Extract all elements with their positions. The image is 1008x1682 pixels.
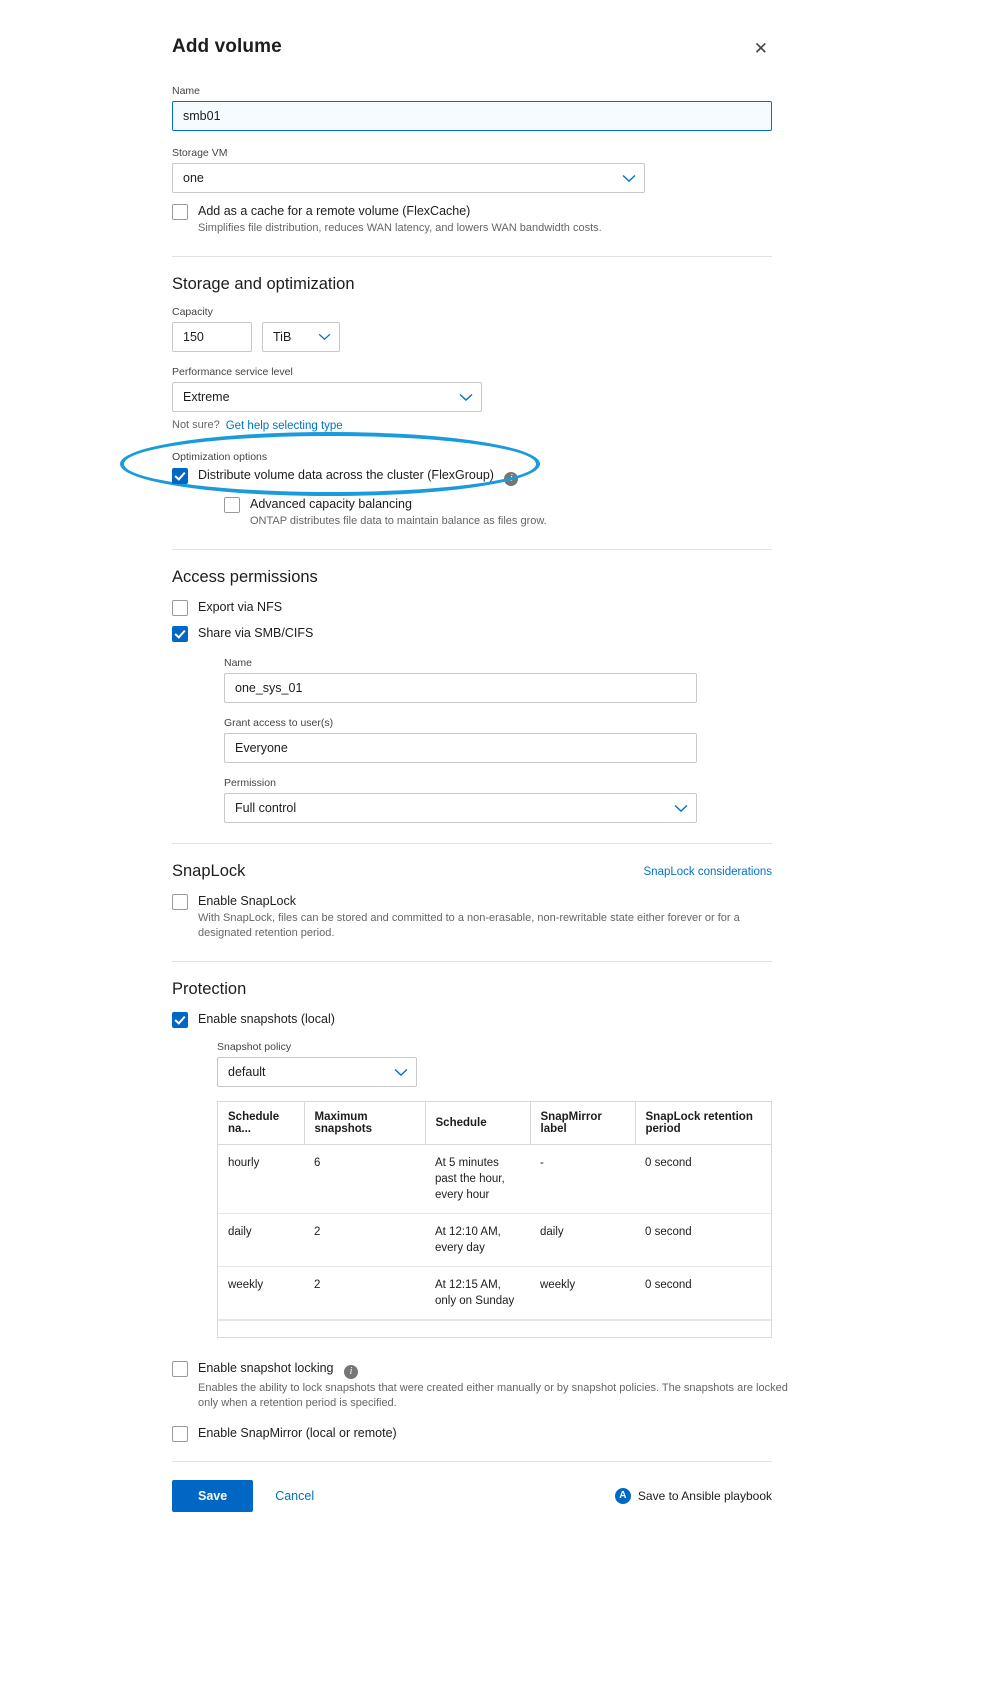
volume-name-label: Name	[172, 85, 201, 97]
cell-max-snapshots: 2	[304, 1267, 425, 1320]
export-nfs-label: Export via NFS	[198, 600, 283, 614]
table-row	[218, 1214, 771, 1267]
nfs-row	[172, 599, 772, 615]
grant-access-input[interactable]: Everyone	[224, 733, 697, 763]
capacity-unit-value: TiB	[273, 330, 292, 344]
storage-vm-select[interactable]	[172, 163, 645, 193]
save-button[interactable]: Save	[172, 1480, 253, 1512]
flexcache-label: Add as a cache for a remote volume (FlexCache)	[198, 204, 471, 218]
capacity-unit-select[interactable]	[262, 322, 340, 352]
capacity-label: Capacity	[172, 306, 213, 318]
schedule-table-wrap	[217, 1101, 772, 1338]
snapshot-locking-label-text: Enable snapshot locking	[198, 1361, 334, 1375]
not-sure-text: Not sure?	[172, 419, 220, 431]
cancel-button[interactable]: Cancel	[275, 1489, 315, 1503]
share-name-label: Name	[224, 657, 253, 669]
dialog-footer	[172, 1480, 772, 1512]
permission-select[interactable]	[224, 793, 697, 823]
flexgroup-label	[198, 467, 518, 486]
divider-1	[172, 256, 772, 257]
snapshot-policy-label: Snapshot policy	[217, 1041, 292, 1053]
chevron-down-icon	[459, 393, 473, 402]
flexcache-checkbox[interactable]	[172, 204, 188, 220]
chevron-down-icon	[394, 1068, 408, 1077]
cell-snaplock-retention: 0 second	[635, 1214, 771, 1267]
flexgroup-label-text: Distribute volume data across the cluster (FlexGroup)	[198, 468, 494, 482]
cell-snapmirror-label: weekly	[530, 1267, 635, 1320]
enable-snaplock-label: Enable SnapLock	[198, 894, 296, 908]
cell-max-snapshots: 2	[304, 1214, 425, 1267]
volume-name-input[interactable]: smb01	[172, 101, 772, 131]
cell-schedule-name: daily	[218, 1214, 304, 1267]
table-footer	[218, 1320, 771, 1337]
save-to-ansible-label: Save to Ansible playbook	[637, 1489, 772, 1503]
snaplock-header	[172, 862, 772, 881]
cell-schedule: At 12:10 AM, every day	[425, 1214, 530, 1267]
enable-snapshots-checkbox[interactable]	[172, 1012, 188, 1028]
page-title: Add volume	[172, 36, 282, 57]
cell-snaplock-retention: 0 second	[635, 1145, 771, 1214]
cell-snapmirror-label: -	[530, 1145, 635, 1214]
permission-group	[224, 777, 772, 823]
cell-snaplock-retention: 0 second	[635, 1267, 771, 1320]
table-row	[218, 1267, 771, 1320]
info-icon[interactable]: i	[504, 472, 518, 486]
psl-value: Extreme	[183, 390, 230, 404]
storage-vm-value: one	[183, 171, 204, 185]
enable-snaplock-checkbox[interactable]	[172, 894, 188, 910]
cell-schedule-name: hourly	[218, 1145, 304, 1214]
snaplock-row	[172, 893, 772, 941]
optimization-options-group	[172, 451, 772, 486]
snapmirror-row	[172, 1425, 772, 1441]
snapshot-locking-row	[172, 1360, 788, 1411]
column-header: Maximum snapshots	[304, 1102, 425, 1145]
flexcache-help: Simplifies file distribution, reduces WAN latency, and lowers WAN bandwidth costs.	[198, 222, 602, 234]
flexgroup-checkbox[interactable]	[172, 468, 188, 484]
cell-snapmirror-label: daily	[530, 1214, 635, 1267]
table-row	[218, 1145, 771, 1214]
divider-4	[172, 961, 772, 962]
cell-schedule-name: weekly	[218, 1267, 304, 1320]
permission-value: Full control	[235, 801, 297, 815]
snapshot-policy-value: default	[228, 1065, 266, 1079]
schedule-table	[218, 1102, 771, 1320]
highlight-ellipse	[120, 432, 540, 496]
column-header: Schedule	[425, 1102, 530, 1145]
cell-schedule: At 12:15 AM, only on Sunday	[425, 1267, 530, 1320]
grant-access-label: Grant access to user(s)	[224, 717, 334, 729]
capacity-balancing-row	[224, 496, 772, 529]
column-header: SnapMirror label	[530, 1102, 635, 1145]
share-name-input[interactable]: one_sys_01	[224, 673, 697, 703]
share-name-group	[224, 657, 772, 703]
save-to-ansible-playbook-button[interactable]	[615, 1488, 772, 1504]
enable-snapshots-label: Enable snapshots (local)	[198, 1012, 335, 1026]
info-icon[interactable]: i	[344, 1365, 358, 1379]
psl-group	[172, 366, 772, 433]
snaplock-help: With SnapLock, files can be stored and committed to a non-erasable, non-rewritable state either forever or for a designated retention period.	[198, 912, 740, 939]
ansible-icon: A	[615, 1488, 631, 1504]
share-smb-label: Share via SMB/CIFS	[198, 626, 314, 640]
snapshots-row	[172, 1011, 772, 1027]
snapshot-locking-label	[198, 1360, 788, 1379]
close-icon[interactable]: ✕	[753, 39, 768, 58]
add-volume-dialog	[172, 36, 788, 1512]
flexgroup-row	[172, 467, 772, 486]
smb-row	[172, 625, 772, 641]
divider-3	[172, 843, 772, 844]
grant-access-group	[224, 717, 772, 763]
export-nfs-checkbox[interactable]	[172, 600, 188, 616]
chevron-down-icon	[318, 333, 331, 341]
snapshot-locking-checkbox[interactable]	[172, 1361, 188, 1377]
chevron-down-icon	[622, 174, 636, 183]
volume-name-group	[172, 85, 772, 131]
protection-section-title: Protection	[172, 980, 247, 998]
snaplock-considerations-link[interactable]: SnapLock considerations	[643, 865, 772, 878]
table-header-row	[218, 1102, 771, 1145]
snapshot-policy-select[interactable]	[217, 1057, 417, 1087]
snaplock-section-title: SnapLock	[172, 862, 246, 880]
column-header: Schedule na...	[218, 1102, 304, 1145]
divider-5	[172, 1461, 772, 1462]
enable-snapmirror-label: Enable SnapMirror (local or remote)	[198, 1426, 397, 1440]
chevron-down-icon	[674, 804, 688, 813]
permission-label: Permission	[224, 777, 276, 789]
divider-2	[172, 549, 772, 550]
get-help-link[interactable]: Get help selecting type	[225, 419, 343, 432]
column-header: SnapLock retention period	[635, 1102, 771, 1145]
optimization-options-label: Optimization options	[172, 451, 268, 463]
capacity-balancing-help: ONTAP distributes file data to maintain balance as files grow.	[250, 515, 547, 527]
enable-snapmirror-checkbox[interactable]	[172, 1426, 188, 1442]
psl-select[interactable]	[172, 382, 482, 412]
snapshot-locking-help: Enables the ability to lock snapshots that were created either manually or by snapshot policies. The snapshots are locked only when a retention period is specified.	[198, 1382, 788, 1409]
access-section-title: Access permissions	[172, 568, 318, 586]
dialog-header	[172, 36, 772, 59]
cell-max-snapshots: 6	[304, 1145, 425, 1214]
psl-label: Performance service level	[172, 366, 293, 378]
storage-vm-group	[172, 147, 772, 193]
cell-schedule: At 5 minutes past the hour, every hour	[425, 1145, 530, 1214]
flexcache-row	[172, 203, 772, 236]
snapshot-policy-group	[217, 1041, 772, 1087]
capacity-input[interactable]: 150	[172, 322, 252, 352]
share-smb-checkbox[interactable]	[172, 626, 188, 642]
storage-section-title: Storage and optimization	[172, 275, 355, 293]
capacity-group	[172, 306, 772, 352]
capacity-balancing-label: Advanced capacity balancing	[250, 497, 412, 511]
capacity-balancing-checkbox[interactable]	[224, 497, 240, 513]
storage-vm-label: Storage VM	[172, 147, 228, 159]
